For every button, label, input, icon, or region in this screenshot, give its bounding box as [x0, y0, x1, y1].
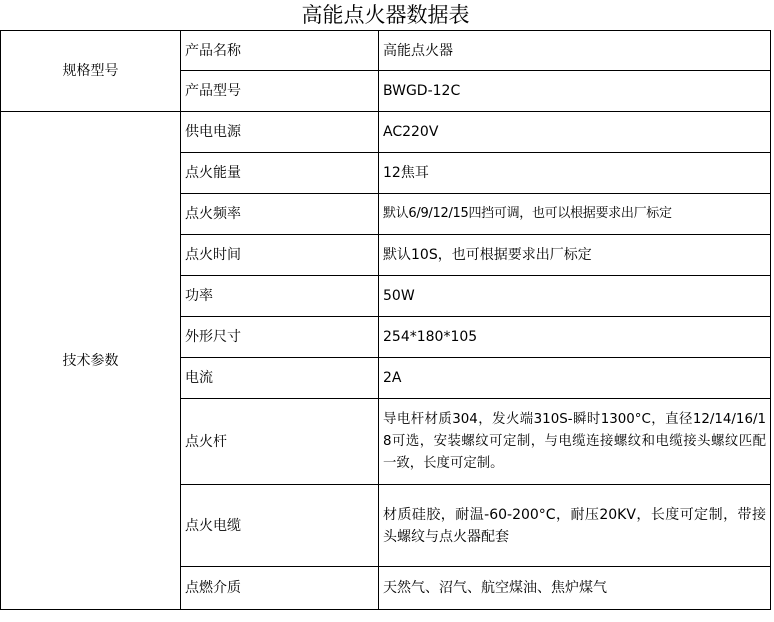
- param-name: 外形尺寸: [181, 317, 379, 358]
- param-value: BWGD-12C: [379, 71, 771, 112]
- param-name: 点火电缆: [181, 485, 379, 567]
- param-name: 产品型号: [181, 71, 379, 112]
- param-name: 点火时间: [181, 235, 379, 276]
- param-name: 点火能量: [181, 153, 379, 194]
- param-name: 点燃介质: [181, 567, 379, 610]
- param-name: 供电电源: [181, 112, 379, 153]
- param-value: AC220V: [379, 112, 771, 153]
- param-value: 50W: [379, 276, 771, 317]
- param-name: 产品名称: [181, 31, 379, 71]
- group-label-technical-parameters: 技术参数: [1, 112, 181, 610]
- group-label-specification: 规格型号: [1, 31, 181, 112]
- param-name: 电流: [181, 358, 379, 399]
- param-value: 天然气、沼气、航空煤油、焦炉煤气: [379, 567, 771, 610]
- param-value: 高能点火器: [379, 31, 771, 71]
- param-name: 点火频率: [181, 194, 379, 235]
- title-row: [1, 0, 771, 31]
- param-value: 默认6/9/12/15四挡可调，也可以根据要求出厂标定: [379, 194, 771, 235]
- param-name: 功率: [181, 276, 379, 317]
- table-row: [1, 31, 771, 71]
- param-value: 材质硅胶，耐温-60-200°C，耐压20KV，长度可定制，带接头螺纹与点火器配套: [379, 485, 771, 567]
- param-value: 2A: [379, 358, 771, 399]
- param-value: 12焦耳: [379, 153, 771, 194]
- table-row: [1, 112, 771, 153]
- param-name: 点火杆: [181, 399, 379, 485]
- param-value: 默认10S，也可根据要求出厂标定: [379, 235, 771, 276]
- param-value: 254*180*105: [379, 317, 771, 358]
- param-value: 导电杆材质304，发火端310S-瞬时1300°C，直径12/14/16/18可选，安装螺纹可定制，与电缆连接螺纹和电缆接头螺纹匹配一致，长度可定制。: [379, 399, 771, 485]
- table-title: 高能点火器数据表: [1, 0, 771, 31]
